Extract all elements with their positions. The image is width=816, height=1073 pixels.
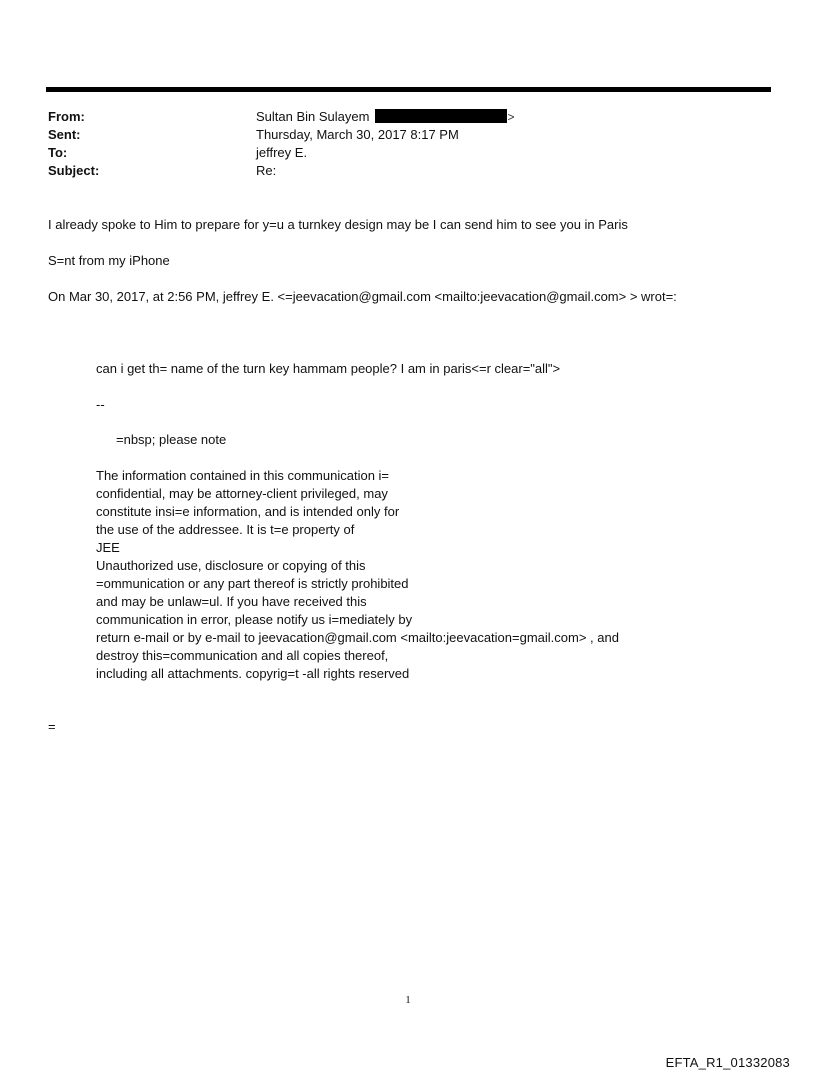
page-number: 1 [405, 994, 411, 1006]
email-header [48, 108, 748, 180]
disclaimer-line: destroy this=communication and all copies thereof, [96, 648, 389, 663]
sent-row [48, 126, 748, 144]
signature-text: S=nt from my iPhone [48, 253, 170, 268]
sender-name: Sultan Bin Sulayem [256, 109, 370, 124]
redaction-bar [375, 109, 507, 123]
disclaimer-line: Unauthorized use, disclosure or copying of this [96, 558, 366, 573]
disclaimer-line: communication in error, please notify us i=mediately by [96, 612, 413, 627]
disclaimer-block [96, 467, 619, 683]
to-label: To: [48, 145, 68, 160]
subject-value: Re: [256, 163, 277, 178]
disclaimer-line: JEE [96, 540, 120, 555]
header-rule [46, 87, 771, 92]
subject-row [48, 162, 748, 180]
redaction-tail: > [507, 110, 515, 124]
from-value [256, 108, 514, 126]
disclaimer-line: =ommunication or any part thereof is strictly prohibited [96, 576, 409, 591]
trailing-equals: = [48, 719, 56, 734]
quoted-question: can i get th= name of the turn key hammam people? I am in paris<=r clear="all"> [96, 361, 561, 376]
to-value: jeffrey E. [256, 145, 308, 160]
signature-separator: -- [96, 397, 105, 412]
sent-value: Thursday, March 30, 2017 8:17 PM [256, 127, 459, 142]
document-id: EFTA_R1_01332083 [665, 1055, 790, 1070]
nbsp-note: =nbsp; please note [116, 432, 227, 447]
sent-label: Sent: [48, 127, 81, 142]
reply-text: I already spoke to Him to prepare for y=u a turnkey design may be I can send him to see you in Paris [48, 217, 628, 232]
quote-header: On Mar 30, 2017, at 2:56 PM, jeffrey E. <=jeevacation@gmail.com <mailto:jeevacation@gmail.com> > wrot=: [48, 289, 677, 304]
from-label: From: [48, 109, 85, 124]
subject-label: Subject: [48, 163, 100, 178]
disclaimer-line: the use of the addressee. It is t=e property of [96, 522, 355, 537]
disclaimer-line: including all attachments. copyrig=t -all rights reserved [96, 666, 410, 681]
to-row [48, 144, 748, 162]
disclaimer-line: confidential, may be attorney-client privileged, may [96, 486, 388, 501]
from-row [48, 108, 748, 126]
disclaimer-line: constitute insi=e information, and is intended only for [96, 504, 400, 519]
disclaimer-line: The information contained in this communication i= [96, 468, 390, 483]
disclaimer-line: return e-mail or by e-mail to jeevacation@gmail.com <mailto:jeevacation=gmail.com> , and [96, 630, 619, 645]
disclaimer-line: and may be unlaw=ul. If you have received this [96, 594, 367, 609]
